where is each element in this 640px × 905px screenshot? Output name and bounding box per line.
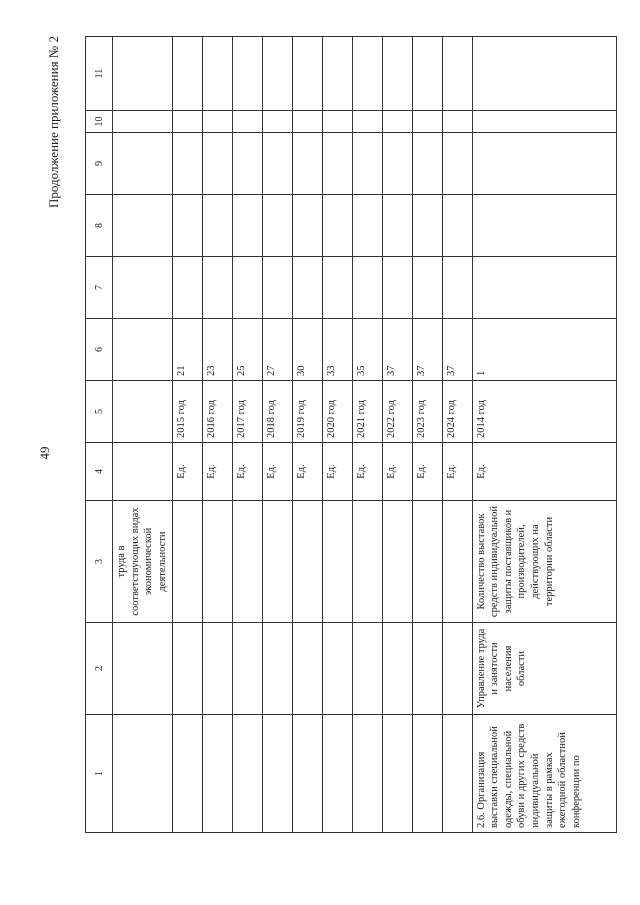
header-cell: 7 (86, 257, 113, 319)
table-cell (262, 37, 292, 111)
table-cell (172, 623, 202, 715)
table-cell (113, 443, 173, 501)
table-cell (292, 111, 322, 133)
table-cell (113, 133, 173, 195)
table-cell (172, 195, 202, 257)
table-cell (262, 195, 292, 257)
table-row (352, 37, 382, 833)
table-cell (472, 37, 616, 111)
table-cell (172, 257, 202, 319)
table-cell (382, 257, 412, 319)
table-cell (472, 257, 616, 319)
table-cell: 21 (172, 319, 202, 381)
table-cell (472, 111, 616, 133)
table-cell (202, 257, 232, 319)
table-cell (352, 37, 382, 111)
table-cell: 2021 год (352, 381, 382, 443)
table-cell: труда в соответствующих видах экономической деятельности (113, 501, 173, 623)
table-cell (382, 111, 412, 133)
table-cell (113, 319, 173, 381)
table-cell: 2015 год (172, 381, 202, 443)
table-cell: 2022 год (382, 381, 412, 443)
table-cell (113, 37, 173, 111)
table-cell (292, 715, 322, 833)
table-cell: 37 (442, 319, 472, 381)
table-cell (172, 37, 202, 111)
table-cell (202, 111, 232, 133)
table-cell: Ед. (232, 443, 262, 501)
table-cell (262, 715, 292, 833)
table-cell: 2016 год (202, 381, 232, 443)
table-cell: 1 (472, 319, 616, 381)
table-cell (352, 501, 382, 623)
table-cell (202, 195, 232, 257)
table-cell: 2023 год (412, 381, 442, 443)
table-cell (202, 715, 232, 833)
table-cell (322, 111, 352, 133)
appendix-table (85, 36, 617, 833)
table-cell (442, 37, 472, 111)
table-cell (322, 133, 352, 195)
table-row (442, 37, 472, 833)
table-cell (202, 501, 232, 623)
table-cell (382, 715, 412, 833)
table-cell (442, 623, 472, 715)
table-cell (232, 501, 262, 623)
table-cell (232, 37, 262, 111)
table-cell (412, 111, 442, 133)
table-cell (262, 111, 292, 133)
table-cell (472, 133, 616, 195)
table-cell (262, 133, 292, 195)
table-cell (292, 501, 322, 623)
table-cell (232, 195, 262, 257)
header-cell: 2 (86, 623, 113, 715)
table-cell: 33 (322, 319, 352, 381)
table-cell (172, 111, 202, 133)
table-cell (322, 501, 352, 623)
table-cell (442, 195, 472, 257)
header-cell: 3 (86, 501, 113, 623)
table-cell: 27 (262, 319, 292, 381)
table-cell: 2017 год (232, 381, 262, 443)
table-cell: 2020 год (322, 381, 352, 443)
table-cell (322, 623, 352, 715)
table-cell (172, 715, 202, 833)
table-cell (352, 715, 382, 833)
table-cell: Ед. (382, 443, 412, 501)
table-cell (113, 257, 173, 319)
header-cell: 11 (86, 37, 113, 111)
header-cell: 9 (86, 133, 113, 195)
table-cell: Ед. (292, 443, 322, 501)
table-row (113, 37, 173, 833)
table-cell (322, 715, 352, 833)
table-cell: Количество выставок средств индивидуальной защиты поставщиков и производителей, действующих на территории области (472, 501, 616, 623)
table-row (292, 37, 322, 833)
table-cell (352, 111, 382, 133)
table-cell (382, 133, 412, 195)
table-cell: 37 (412, 319, 442, 381)
table-cell (232, 133, 262, 195)
header-cell: 5 (86, 381, 113, 443)
table-cell (172, 501, 202, 623)
table-row (322, 37, 352, 833)
table-cell (322, 37, 352, 111)
table-row (202, 37, 232, 833)
table-row (382, 37, 412, 833)
table-cell (292, 133, 322, 195)
table-cell: 2018 год (262, 381, 292, 443)
table-cell (113, 715, 173, 833)
table-cell (412, 133, 442, 195)
table-cell (382, 501, 412, 623)
appendix-table-container (85, 37, 617, 833)
table-cell: Ед. (352, 443, 382, 501)
table-cell (352, 257, 382, 319)
header-cell: 6 (86, 319, 113, 381)
table-cell: 2019 год (292, 381, 322, 443)
table-cell (292, 195, 322, 257)
header-cell: 10 (86, 111, 113, 133)
table-cell: 30 (292, 319, 322, 381)
table-cell (202, 37, 232, 111)
table-cell (442, 133, 472, 195)
table-row (472, 37, 616, 833)
table-cell (322, 257, 352, 319)
table-row (172, 37, 202, 833)
table-cell (382, 37, 412, 111)
table-cell: 2.6. Организация выставки специальной одежды, специальной обуви и других средств индивидуальной защиты в рамках ежегодной областной конференции по (472, 715, 616, 833)
table-cell (442, 257, 472, 319)
table-cell (113, 111, 173, 133)
table-cell (292, 257, 322, 319)
table-cell: Ед. (472, 443, 616, 501)
table-row (262, 37, 292, 833)
table-cell: Управление труда и занятости населения области (472, 623, 616, 715)
table-cell (412, 195, 442, 257)
header-cell: 8 (86, 195, 113, 257)
table-cell (442, 501, 472, 623)
table-header-row (86, 37, 113, 833)
table-cell: 25 (232, 319, 262, 381)
table-cell (202, 623, 232, 715)
table-cell (472, 195, 616, 257)
appendix-caption: Продолжение приложения № 2 (46, 36, 61, 208)
table-cell (232, 715, 262, 833)
table-cell (412, 37, 442, 111)
table-cell: 23 (202, 319, 232, 381)
table-cell (113, 195, 173, 257)
table-cell (262, 623, 292, 715)
table-cell: Ед. (262, 443, 292, 501)
table-cell (322, 195, 352, 257)
table-cell (382, 195, 412, 257)
table-cell (412, 257, 442, 319)
table-cell (202, 133, 232, 195)
table-cell (262, 501, 292, 623)
table-cell: 2024 год (442, 381, 472, 443)
table-cell: Ед. (412, 443, 442, 501)
table-cell: 2014 год (472, 381, 616, 443)
table-cell (113, 381, 173, 443)
table-cell (232, 257, 262, 319)
table-cell: 35 (352, 319, 382, 381)
table-cell: Ед. (442, 443, 472, 501)
table-cell: Ед. (322, 443, 352, 501)
table-cell (292, 623, 322, 715)
table-cell (232, 111, 262, 133)
table-cell (382, 623, 412, 715)
table-cell (412, 715, 442, 833)
table-cell (113, 623, 173, 715)
table-cell (292, 37, 322, 111)
table-cell: Ед. (202, 443, 232, 501)
table-cell (352, 623, 382, 715)
table-cell (412, 623, 442, 715)
table-cell (262, 257, 292, 319)
table-cell (412, 501, 442, 623)
table-row (232, 37, 262, 833)
table-cell (232, 623, 262, 715)
header-cell: 4 (86, 443, 113, 501)
page-number: 49 (37, 446, 52, 460)
header-cell: 1 (86, 715, 113, 833)
table-cell (352, 133, 382, 195)
table-cell (442, 111, 472, 133)
table-cell (352, 195, 382, 257)
table-cell (172, 133, 202, 195)
table-cell (442, 715, 472, 833)
table-row (412, 37, 442, 833)
table-cell: Ед. (172, 443, 202, 501)
table-cell: 37 (382, 319, 412, 381)
